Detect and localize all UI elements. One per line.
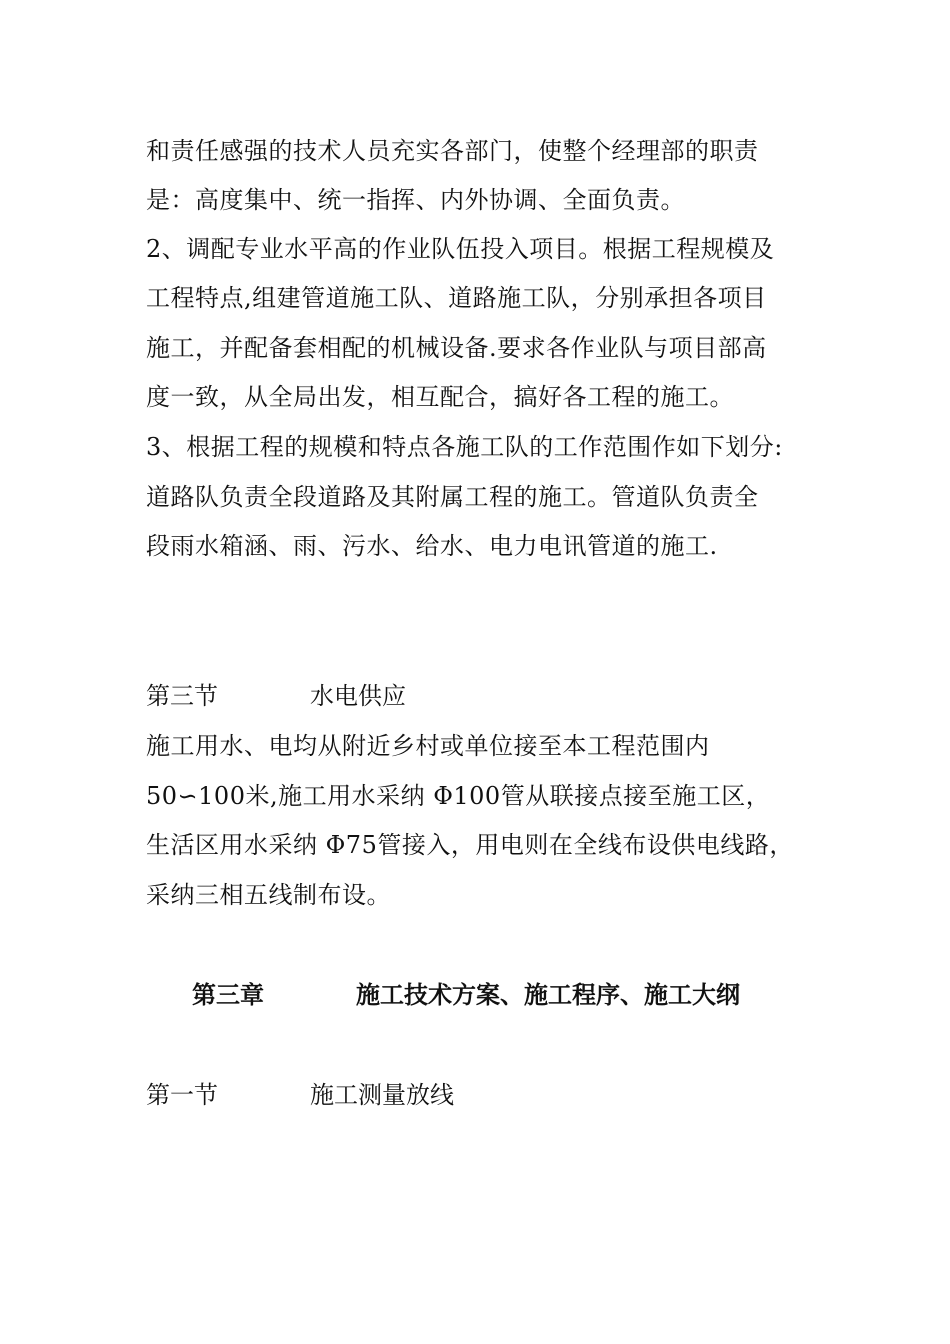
paragraph-line: 段雨水箱涵、雨、污水、给水、电力电讯管道的施工.	[146, 532, 718, 560]
section-title: 水电供应	[310, 682, 406, 710]
paragraph-line: 工程特点,组建管道施工队、道路施工队，分别承担各项目	[146, 284, 767, 312]
paragraph-line: 生活区用水采纳 Φ75管接入，用电则在全线布设供电线路，	[146, 831, 794, 859]
section-heading-survey	[146, 1080, 546, 1110]
paragraph-line: 和责任感强的技术人员充实各部门，使整个经理部的职责	[146, 137, 759, 165]
section-title: 施工测量放线	[310, 1081, 454, 1109]
paragraph-line: 50∽100米,施工用水采纳 Φ100管从联接点接至施工区，	[146, 782, 771, 810]
section-heading-water-power	[146, 681, 546, 711]
paragraph-line: 施工用水、电均从附近乡村或单位接至本工程范围内	[146, 732, 710, 760]
paragraph-line: 施工，并配备套相配的机械设备.要求各作业队与项目部高	[146, 334, 767, 362]
chapter-title: 施工技术方案、施工程序、施工大纲	[356, 980, 740, 1009]
chapter-number: 第三章	[192, 980, 264, 1009]
paragraph-line: 2、调配专业水平高的作业队伍投入项目。根据工程规模及	[146, 235, 775, 263]
paragraph-line: 道路队负责全段道路及其附属工程的施工。管道队负责全	[146, 483, 759, 511]
paragraph-line: 度一致，从全局出发，相互配合，搞好各工程的施工。	[146, 383, 734, 411]
section-number: 第一节	[146, 1081, 218, 1109]
paragraph-line: 是：高度集中、统一指挥、内外协调、全面负责。	[146, 186, 685, 214]
paragraph-line: 采纳三相五线制布设。	[146, 881, 391, 909]
section-number: 第三节	[146, 682, 218, 710]
chapter-heading	[192, 980, 812, 1010]
paragraph-line: 3、根据工程的规模和特点各施工队的工作范围作如下划分:	[146, 433, 783, 461]
